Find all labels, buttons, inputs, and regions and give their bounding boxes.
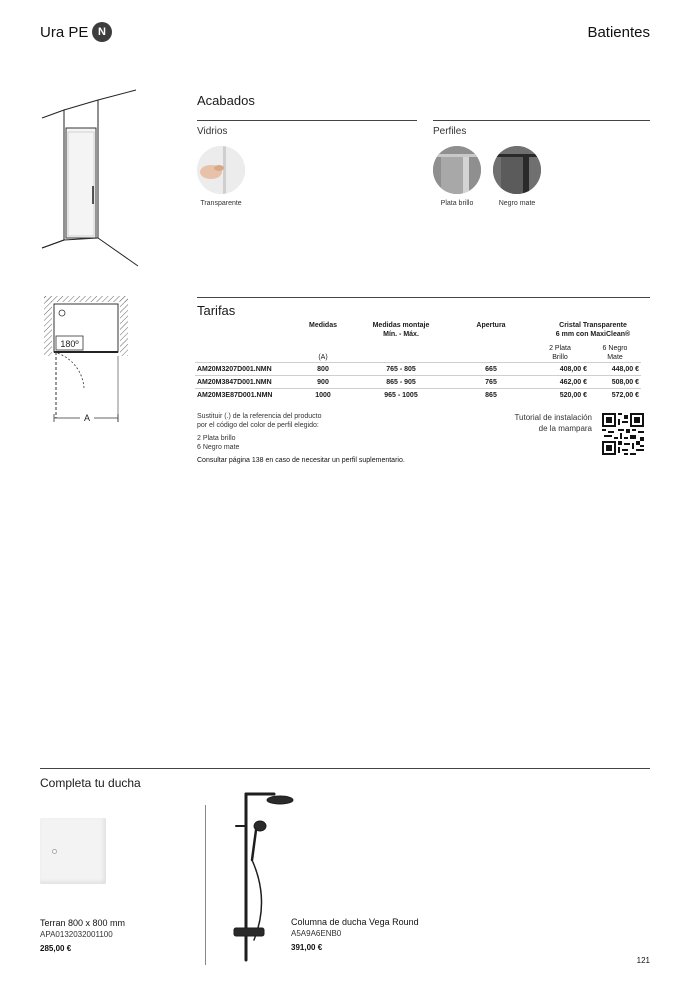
divider xyxy=(433,120,650,121)
qr-code-icon[interactable] xyxy=(602,413,644,455)
plata-brillo-swatch xyxy=(433,146,481,194)
extra-profile-note: Consultar página 138 en caso de necesitar un perfil suplementario. xyxy=(197,457,405,464)
drain-icon xyxy=(52,849,57,854)
table-row: AM20M3207D001.NMN 800 765 - 805 665 408,00 € 448,00 € xyxy=(195,363,641,376)
shower-column-image xyxy=(230,790,300,965)
header-negro: 6 Negro Mate xyxy=(602,345,628,361)
header-blank xyxy=(195,321,295,339)
divider xyxy=(197,297,650,298)
acabados-title: Acabados xyxy=(197,93,255,108)
header-medidas: Medidas xyxy=(308,322,337,329)
header-apertura: Apertura xyxy=(476,322,506,329)
table-row: AM20M3E87D001.NMN 1000 965 - 1005 865 520,00 € 572,00 € xyxy=(195,389,641,402)
product-ref: A5A9A6ENB0 xyxy=(291,929,342,938)
page-title: Ura PE xyxy=(40,24,89,41)
tarifas-title: Tarifas xyxy=(197,303,236,318)
divider xyxy=(40,768,650,769)
product-name: Columna de ducha Vega Round xyxy=(291,917,419,927)
door-perspective-drawing xyxy=(36,88,146,273)
tutorial-label: Tutorial de instalación de la mampara xyxy=(514,413,592,433)
header-montaje: Medidas montaje Mín. - Máx. xyxy=(372,322,430,338)
vidrios-label: Vidrios xyxy=(197,126,228,137)
table-row: AM20M3847D001.NMN 900 865 - 905 765 462,00 € 508,00 € xyxy=(195,376,641,389)
header-unit: (A) xyxy=(318,354,328,361)
product-ref: APA0132032001100 xyxy=(40,930,113,939)
new-badge: N xyxy=(92,22,112,42)
silver-caption: Plata brillo xyxy=(440,200,474,207)
shower-tray-image xyxy=(40,818,106,884)
glass-transparent-swatch xyxy=(197,146,245,194)
product-name: Terran 800 x 800 mm xyxy=(40,918,126,928)
reference-note: Sustituir (.) de la referencia del producto por el código del color de perfil elegido: 2 Plata brillo 6 Negro mate xyxy=(197,413,322,451)
dimension-label: A xyxy=(83,413,91,423)
opening-angle-label: 180º xyxy=(60,339,79,349)
negro-mate-swatch xyxy=(493,146,541,194)
perfiles-label: Perfiles xyxy=(433,126,467,137)
glass-caption: Transparente xyxy=(200,200,242,207)
black-caption: Negro mate xyxy=(498,200,536,207)
completa-title: Completa tu ducha xyxy=(40,776,141,790)
divider xyxy=(197,120,417,121)
header-plata: 2 Plata Brillo xyxy=(549,345,571,361)
category-title: Batientes xyxy=(587,24,650,41)
header-cristal: Cristal Transparente 6 mm con MaxiClean® xyxy=(555,322,631,338)
plan-diagram xyxy=(44,292,134,432)
page-number: 121 xyxy=(636,956,650,965)
price-table xyxy=(195,321,641,402)
product-price: 391,00 € xyxy=(291,943,323,952)
divider xyxy=(205,805,206,965)
product-price: 285,00 € xyxy=(40,944,72,953)
